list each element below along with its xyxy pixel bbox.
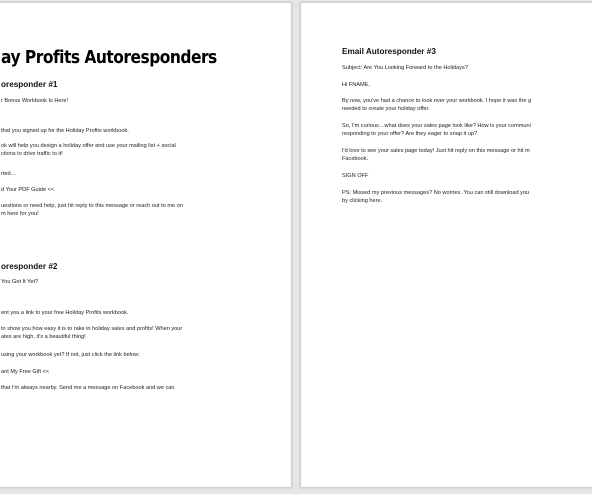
document-page-right (300, 2, 592, 488)
section3-heading: Email Autoresponder #3 (342, 47, 436, 56)
document-title: ay Profits Autoresponders (1, 47, 217, 68)
section3-line: PS: Missed my previous messages? No worries. You can still download you (342, 190, 530, 196)
section3-line: Subject: Are You Looking Forward to the Holidays? (342, 65, 468, 71)
section1-line: that you signed up for the Holiday Profits workbook. (1, 128, 129, 134)
section3-line: needed to create your holiday offer. (342, 106, 430, 112)
section1-line: rted… (1, 171, 17, 177)
section1-line: m here for you! (1, 211, 39, 217)
section1-line: ok will help you design a holiday offer and use your mailing list + social (1, 143, 176, 149)
section3-line: Facebook. (342, 156, 369, 162)
section2-line: ates are high, it's a beautiful thing! (1, 334, 86, 340)
section1-line: ctions to drive traffic to it! (1, 151, 63, 157)
sign-off: SIGN OFF (342, 173, 369, 179)
section1-line: uestions or need help, just hit reply to this message or reach out to me on (1, 203, 183, 209)
section2-line: using your workbook yet? If not, just click the link below: (1, 352, 140, 358)
section2-line: to show you how easy it is to rake in holiday sales and profits! When your (1, 326, 183, 332)
section3-line: By now, you've had a chance to look over your workbook. I hope it was the g (342, 98, 532, 104)
section3-line: responding to your offer? Are they eager to snap it up? (342, 131, 478, 137)
free-gift-link[interactable]: ant My Free Gift << (1, 369, 50, 375)
section1-heading: oresponder #1 (1, 80, 58, 89)
section3-line: I'd love to see your sales page today! Just hit reply on this message or hit m (342, 148, 530, 154)
section2-line: You Get It Yet? (1, 279, 39, 285)
download-link[interactable]: by clicking here. (342, 198, 383, 204)
document-page-left (0, 2, 292, 488)
pdf-guide-link[interactable]: d Your PDF Guide << (1, 187, 55, 193)
section2-line: that I'm always nearby. Send me a message on Facebook and we can (1, 385, 175, 391)
section3-line: So, I'm curious…what does your sales page look like? How is your communi (342, 123, 531, 129)
section2-heading: oresponder #2 (1, 262, 58, 271)
section2-line: ent you a link to your free Holiday Profits workbook. (1, 310, 129, 316)
section3-line: Hi FNAME, (342, 82, 370, 88)
section1-line: r Bonus Workbook Is Here! (1, 98, 69, 104)
